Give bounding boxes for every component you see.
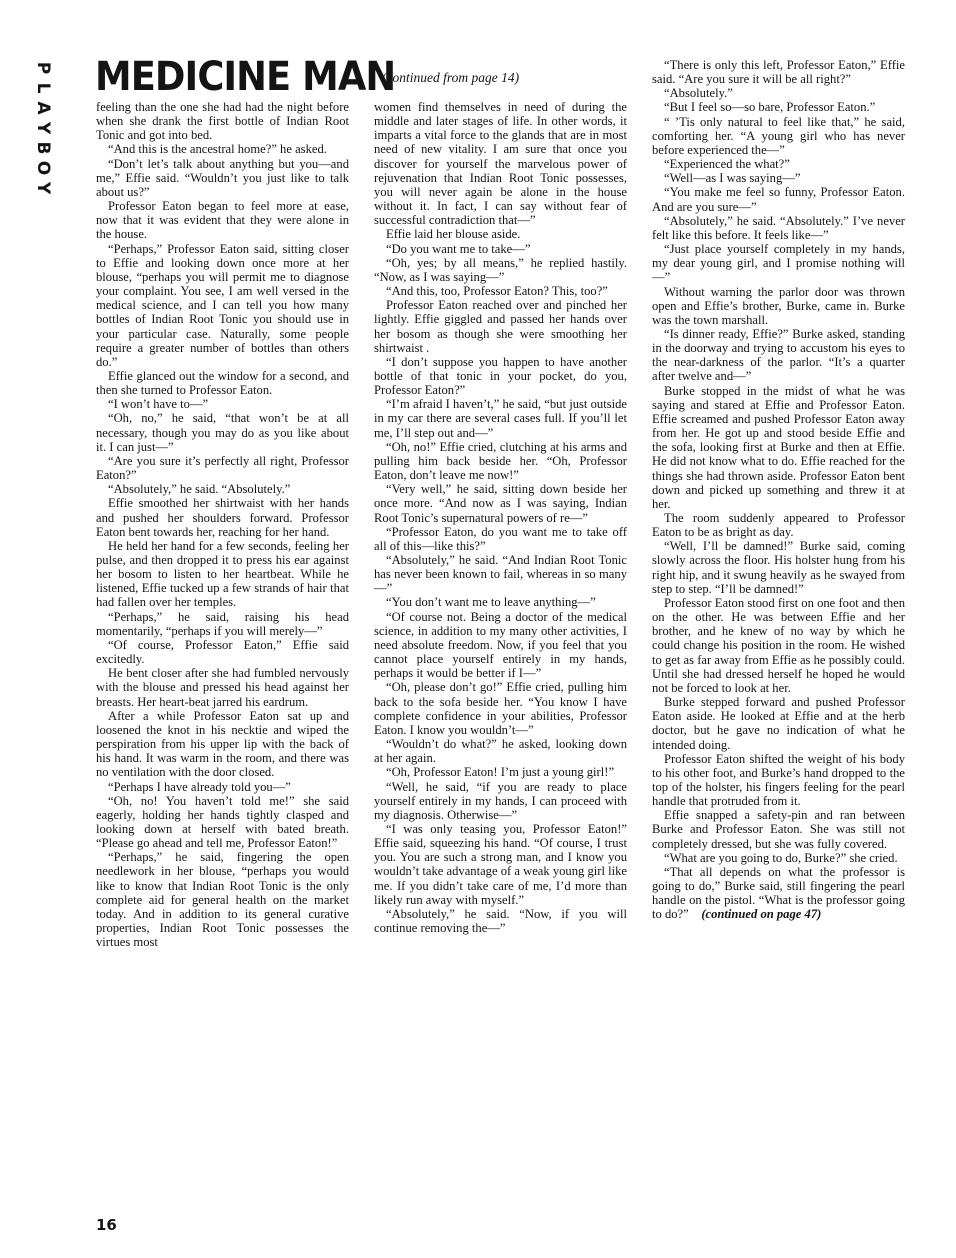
paragraph: “Oh, no!” Effie cried, clutching at his arms and pulling him back beside her. “Oh, Professor Eaton, don’t leave me now!” bbox=[374, 439, 627, 483]
paragraph: “Well, I’ll be damned!” Burke said, coming slowly across the floor. His holster hung from his right hip, and it swung heavily as he swayed from step to step. “I’ll be damned!” bbox=[652, 539, 905, 596]
paragraph: After a while Professor Eaton sat up and loosened the knot in his necktie and wiped the perspiration from his upper lip with the back of his hand. It was warm in the room, and there was no ventilation with the door closed. bbox=[96, 708, 349, 780]
sidebar-letter: O bbox=[33, 160, 53, 176]
paragraph: “There is only this left, Professor Eaton,” Effie said. “Are you sure it will be all right?” bbox=[652, 58, 905, 87]
paragraph: Professor Eaton stood first on one foot and then on the other. He was between Effie and her brother, and he knew of no way by which he could change his position in the room. He wished to get as far away from Effie as he possibly could. Until she had dressed herself he hoped he would not be forced to look at her. bbox=[652, 595, 905, 695]
paragraph: “I won’t have to—” bbox=[108, 397, 209, 412]
paragraph: “Oh, Professor Eaton! I’m just a young girl!” bbox=[386, 765, 615, 780]
page-number: 16 bbox=[96, 1216, 117, 1234]
paragraph: “Perhaps,” he said, fingering the open needlework in her blouse, “perhaps you would like to know that Indian Root Tonic is the only complete aid for general health on the market today. And in addition to its general curative properties, Indian Root Tonic possesses the virtues most bbox=[96, 850, 349, 950]
paragraph: Effie glanced out the window for a second, and then she turned to Professor Eaton. bbox=[96, 368, 349, 398]
paragraph: “Experienced the what?” bbox=[664, 157, 790, 172]
paragraph: He held her hand for a few seconds, feeling her pulse, and then dropped it to press his ear against her bosom to listen to her heartbeat. While he listened, Effie tucked up a few strands of hair that had fallen over her temples. bbox=[96, 538, 349, 610]
sidebar-letter: Y bbox=[33, 181, 53, 195]
paragraph: “Absolutely,” he said. “And Indian Root Tonic has never been known to fail, whereas in so many—” bbox=[374, 553, 627, 596]
paragraph: “What are you going to do, Burke?” she cried. bbox=[664, 850, 898, 865]
paragraph: “Well, he said, “if you are ready to place yourself entirely in my hands, I can proceed with my diagnosis. Otherwise—” bbox=[374, 779, 627, 822]
paragraph: Burke stepped forward and pushed Professor Eaton aside. He looked at Effie and at the herb doctor, but he gave no indication of what he intended doing. bbox=[652, 695, 905, 752]
paragraph: Professor Eaton began to feel more at ease, now that it was evident that they were alone in the house. bbox=[96, 199, 349, 242]
paragraph: Professor Eaton reached over and pinched her lightly. Effie giggled and passed her hands over her bosom as though she were smoothing her shirtwaist . bbox=[374, 298, 627, 355]
paragraph: “Oh, please don’t go!” Effie cried, pulling him back to the sofa beside her. “You know I have complete confidence in your abilities, Professor Eaton. I know you wouldn’t—” bbox=[374, 680, 627, 737]
paragraph: “Professor Eaton, do you want me to take off all of this—like this?” bbox=[374, 524, 627, 553]
paragraph: “And this is the ancestral home?” he asked. bbox=[108, 142, 327, 157]
paragraph: “I was only teasing you, Professor Eaton!” Effie said, squeezing his hand. “Of course, I trust you. You are such a strong man, and I know you wouldn’t take advantage of a weak young girl like me. If you didn’t take care of me, I’d more than likely run away with myself.” bbox=[374, 821, 627, 907]
sidebar-letter: Y bbox=[33, 121, 53, 135]
sidebar-letter: B bbox=[33, 141, 53, 155]
paragraph: “Don’t let’s talk about anything but you—and me,” Effie said. “Wouldn’t you just like to talk about us?” bbox=[96, 156, 349, 199]
paragraph: Burke stopped in the midst of what he was saying and stared at Effie and Professor Eaton. Effie screamed and pushed Professor Eaton away from her. He got up and stood beside Effie and the sofa, looking first at Burke and then at Effie. He did not know what to do. Effie reached for the things she had thrown aside. Professor Eaton bent down and picked up something and threw it at her. bbox=[652, 383, 905, 511]
paragraph: He bent closer after she had fumbled nervously with the blouse and pressed his head against her breasts. Her heart-beat jarred his eardrum. bbox=[96, 666, 349, 709]
magazine-name-vertical bbox=[30, 58, 56, 198]
paragraph: “Do you want me to take—” bbox=[386, 241, 531, 256]
paragraph: “I don’t suppose you happen to have another bottle of that tonic in your pocket, do you, Professor Eaton?” bbox=[374, 354, 627, 398]
continued-on-note: (continued on page 47) bbox=[701, 907, 822, 922]
paragraph: “Absolutely,” he said. “Absolutely.” bbox=[108, 482, 291, 497]
paragraph: “Just place yourself completely in my hands, my dear young girl, and I promise nothing will—” bbox=[652, 242, 905, 285]
paragraph: “ ’Tis only natural to feel like that,” he said, comforting her. “A young girl who has never before experienced the—” bbox=[652, 114, 905, 157]
paragraph: women find themselves in need of during the middle and later stages of life. In other words, it imparts a vital force to the glands that are in most need of new vitality. I am sure that once you discover for yourself the marvelous power of rejuvenation that Indian Root Tonic possesses, you will never again be alone in the house without it. In fact, I can say without fear of successful contradiction that—” bbox=[374, 100, 627, 228]
paragraph: feeling than the one she had had the night before when she drank the first bottle of Indian Root Tonic and got into bed. bbox=[96, 100, 349, 143]
paragraph: “Very well,” he said, sitting down beside her once more. “And now as I was saying, Indian Root Tonic’s supernatural powers of re—” bbox=[374, 482, 627, 525]
paragraph: “Absolutely.” bbox=[664, 86, 733, 101]
paragraph: “Oh, no! You haven’t told me!” she said eagerly, holding her hands tightly clasped and looking down at herself with bated breath. “Please go ahead and tell me, Professor Eaton!” bbox=[96, 793, 349, 851]
text-column-2 bbox=[374, 100, 627, 935]
paragraph: “I’m afraid I haven’t,” he said, “but just outside in my car there are several cases full. If you’ll let me, I’ll step out and—” bbox=[374, 397, 627, 440]
paragraph: “Oh, no,” he said, “that won’t be at all necessary, though you may do as you like about it. I can just—” bbox=[96, 411, 349, 454]
text-column-1 bbox=[96, 100, 349, 949]
paragraph: “Of course, Professor Eaton,” Effie said excitedly. bbox=[96, 637, 349, 667]
paragraph: “Perhaps,” he said, raising his head momentarily, “perhaps if you will merely—” bbox=[96, 609, 349, 638]
continued-from-note: (continued from page 14) bbox=[382, 70, 520, 85]
paragraph: “Oh, yes; by all means,” he replied hastily. “Now, as I was saying—” bbox=[374, 255, 627, 284]
paragraph: Effie snapped a safety-pin and ran between Burke and Professor Eaton. She was still not completely dressed, but she was fully covered. bbox=[652, 808, 905, 851]
paragraph: Effie smoothed her shirtwaist with her hands and pushed her shoulders forward. Professor Eaton bent towards her, reaching for her hand. bbox=[96, 496, 349, 539]
paragraph: Without warning the parlor door was thrown open and Effie’s brother, Burke, came in. Burke was the town marshall. bbox=[652, 284, 905, 327]
paragraph: “Well—as I was saying—” bbox=[664, 171, 801, 186]
paragraph: “Is dinner ready, Effie?” Burke asked, standing in the doorway and trying to accustom his eyes to the near-darkness of the parlor. “It’s a quarter after twelve and—” bbox=[652, 326, 905, 384]
sidebar-letter: P bbox=[33, 61, 53, 75]
paragraph: “Perhaps,” Professor Eaton said, sitting closer to Effie and looking down once more at her blouse, “perhaps you will permit me to diagnose your complaint. You see, I am well versed in the medical science, and I can tell you how many bottles of Indian Root Tonic you should use in your particular case. Naturally, some people require a greater number of bottles than others do.” bbox=[96, 241, 349, 369]
paragraph: “Absolutely,” he said. “Absolutely.” I’ve never felt like this before. It feels like—” bbox=[652, 213, 905, 242]
paragraph: “Wouldn’t do what?” he asked, looking down at her again. bbox=[374, 737, 627, 766]
paragraph: “Absolutely,” he said. “Now, if you will continue removing the—” bbox=[374, 906, 627, 936]
paragraph: “You don’t want me to leave anything—” bbox=[386, 595, 596, 610]
paragraph: The room suddenly appeared to Professor Eaton to be as bright as day. bbox=[652, 511, 905, 540]
article-title: MEDICINE MAN bbox=[95, 54, 396, 100]
paragraph: “And this, too, Professor Eaton? This, too?” bbox=[386, 284, 608, 299]
paragraph: “That all depends on what the professor is going to do,” Burke said, still fingering the pearl handle on the pistol. “What is the professor going to do?” (continued on page 47) bbox=[652, 864, 905, 922]
article-header bbox=[95, 54, 655, 100]
sidebar-letter: L bbox=[33, 82, 53, 94]
paragraph: Effie laid her blouse aside. bbox=[386, 227, 521, 242]
paragraph: “Are you sure it’s perfectly all right, Professor Eaton?” bbox=[96, 453, 349, 483]
paragraph: “You make me feel so funny, Professor Eaton. And are you sure—” bbox=[652, 185, 905, 214]
text-column-3 bbox=[652, 58, 905, 922]
paragraph: Professor Eaton shifted the weight of his body to his other foot, and Burke’s hand dropped to the top of the holster, his fingers feeling for the pearl handle that protruded from it. bbox=[652, 751, 905, 809]
paragraph: “But I feel so—so bare, Professor Eaton.” bbox=[664, 100, 876, 115]
paragraph: “Perhaps I have already told you—” bbox=[108, 779, 291, 794]
paragraph: “Of course not. Being a doctor of the medical science, in addition to my many other activities, I need absolute freedom. Now, if you feel that you cannot place yourself entirely in my hands, perhaps it would be better if I—” bbox=[374, 609, 627, 681]
sidebar-letter: A bbox=[33, 101, 53, 115]
